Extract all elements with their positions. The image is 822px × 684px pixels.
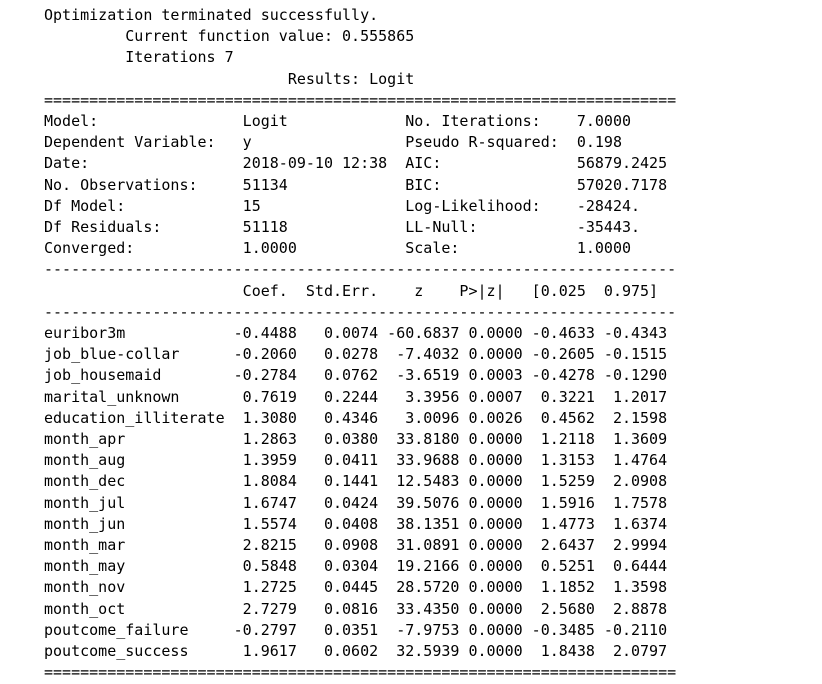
summary-row: Date: 2018-09-10 12:38 AIC: 56879.2425 (44, 154, 668, 173)
coefficient-row: poutcome_failure -0.2797 0.0351 -7.9753 0.0000 -0.3485 -0.2110 (44, 620, 668, 639)
coef-header: Coef. Std.Err. z P>|z| [0.025 0.975] (44, 281, 659, 300)
summary-row: Df Residuals: 51118 LL-Null: -35443. (44, 218, 641, 237)
iterations-line: Iterations 7 (44, 48, 234, 67)
single-rule: ---------------------------------------------------------------------- (44, 260, 677, 279)
summary-row: Converged: 1.0000 Scale: 1.0000 (44, 239, 631, 258)
coefficient-row: job_housemaid -0.2784 0.0762 -3.6519 0.0003 -0.4278 -0.1290 (44, 366, 668, 385)
coefficient-row: month_nov 1.2725 0.0445 28.5720 0.0000 1.1852 1.3598 (44, 578, 668, 597)
double-rule: ====================================================================== (44, 90, 677, 109)
coefficient-row: month_apr 1.2863 0.0380 33.8180 0.0000 1.2118 1.3609 (44, 430, 668, 449)
coefficient-row: job_blue-collar -0.2060 0.0278 -7.4032 0.0000 -0.2605 -0.1515 (44, 345, 668, 364)
results-title: Results: Logit (44, 69, 415, 88)
coefficient-row: month_mar 2.8215 0.0908 31.0891 0.0000 2.6437 2.9994 (44, 536, 668, 555)
coefficient-row: marital_unknown 0.7619 0.2244 3.3956 0.0007 0.3221 1.2017 (44, 387, 668, 406)
summary-row: Model: Logit No. Iterations: 7.0000 (44, 112, 631, 131)
summary-row: Df Model: 15 Log-Likelihood: -28424. (44, 196, 641, 215)
coefficient-row: euribor3m -0.4488 0.0074 -60.6837 0.0000 -0.4633 -0.4343 (44, 324, 668, 343)
coefficient-row: education_illiterate 1.3080 0.4346 3.0096 0.0026 0.4562 2.1598 (44, 408, 668, 427)
coefficient-row: month_oct 2.7279 0.0816 33.4350 0.0000 2.5680 2.8878 (44, 599, 668, 618)
status-line: Optimization terminated successfully. (44, 6, 379, 24)
single-rule: ---------------------------------------------------------------------- (44, 302, 677, 321)
double-rule: ====================================================================== (44, 663, 677, 682)
function-value-line: Current function value: 0.555865 (44, 27, 415, 46)
coefficient-row: month_jul 1.6747 0.0424 39.5076 0.0000 1.5916 1.7578 (44, 493, 668, 512)
coefficient-row: poutcome_success 1.9617 0.0602 32.5939 0.0000 1.8438 2.0797 (44, 642, 668, 661)
summary-row: Dependent Variable: y Pseudo R-squared: 0.198 (44, 133, 622, 152)
coefficient-row: month_may 0.5848 0.0304 19.2166 0.0000 0.5251 0.6444 (44, 557, 668, 576)
coefficient-row: month_jun 1.5574 0.0408 38.1351 0.0000 1.4773 1.6374 (44, 514, 668, 533)
coefficient-row: month_aug 1.3959 0.0411 33.9688 0.0000 1.3153 1.4764 (44, 451, 668, 470)
coefficient-row: month_dec 1.8084 0.1441 12.5483 0.0000 1.5259 2.0908 (44, 472, 668, 491)
summary-row: No. Observations: 51134 BIC: 57020.7178 (44, 175, 668, 194)
